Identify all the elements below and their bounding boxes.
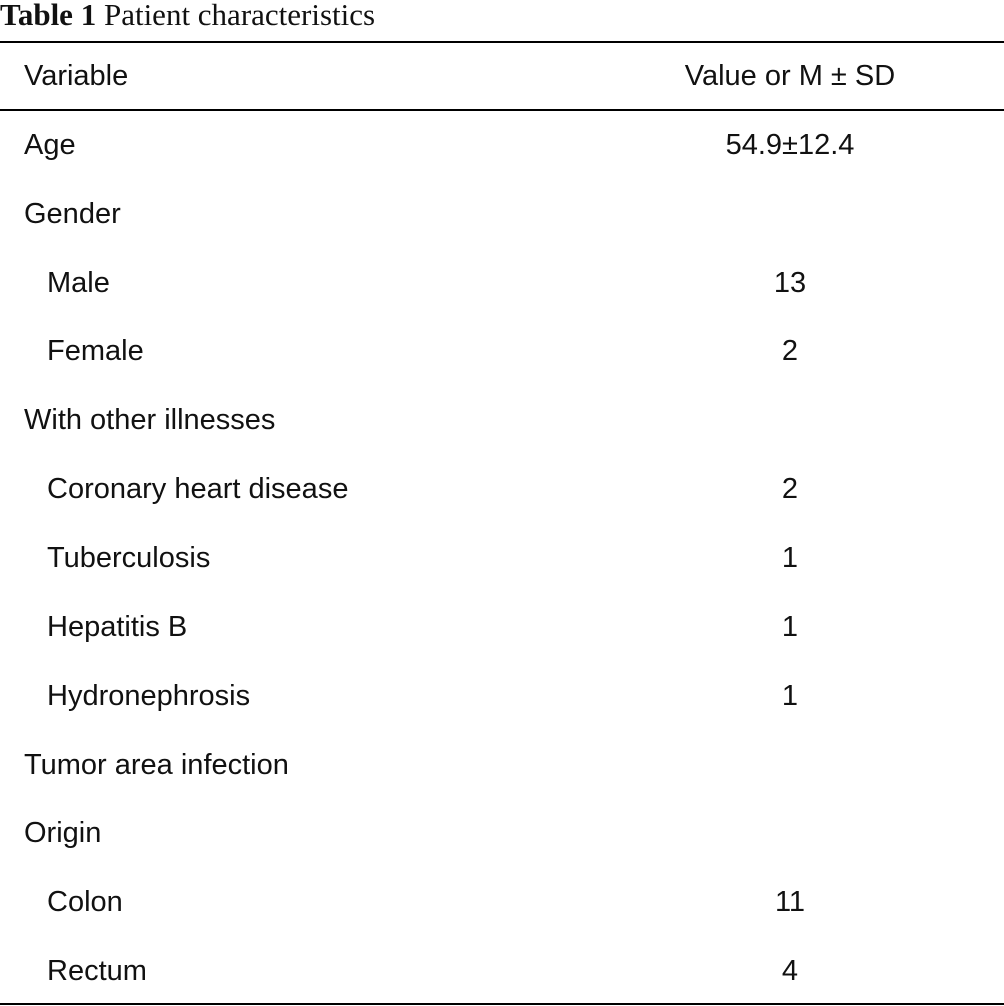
row-value: 2 [781, 335, 799, 368]
header-value: Value or M ± SD [684, 59, 896, 92]
row-variable: Tumor area infection [24, 748, 289, 781]
row-value: 13 [773, 266, 807, 299]
table-row [0, 111, 1004, 180]
row-value [640, 731, 940, 800]
table-row [0, 318, 1004, 387]
row-value: 1 [781, 541, 799, 574]
table-row [0, 731, 1004, 800]
row-value: 1 [781, 610, 799, 643]
table-caption-label: Table 1 [0, 0, 97, 32]
table-row [0, 662, 1004, 731]
row-value: 4 [781, 955, 799, 988]
row-value [640, 799, 940, 868]
row-variable: Gender [24, 197, 121, 230]
row-variable: Male [47, 266, 110, 299]
patient-characteristics-table [0, 43, 1004, 988]
header-variable: Variable [24, 59, 129, 92]
row-value: 2 [781, 473, 799, 506]
row-variable: Hepatitis B [47, 610, 188, 643]
row-variable: Hydronephrosis [47, 679, 251, 712]
row-variable: Rectum [47, 955, 147, 988]
row-variable: Colon [47, 886, 123, 919]
table-row [0, 868, 1004, 937]
table-row [0, 249, 1004, 318]
table-header-row [0, 43, 1004, 109]
table-caption [0, 0, 375, 40]
table-row [0, 386, 1004, 455]
row-variable: Origin [24, 817, 102, 850]
row-value [640, 386, 940, 455]
table-row [0, 593, 1004, 662]
table-row [0, 937, 1004, 1006]
row-variable: Female [47, 335, 144, 368]
row-value: 1 [781, 679, 799, 712]
row-value: 11 [774, 886, 806, 919]
table-row [0, 799, 1004, 868]
row-variable: Age [24, 128, 76, 161]
table-body [0, 111, 1004, 1006]
table-row [0, 455, 1004, 524]
row-value: 54.9±12.4 [725, 128, 855, 161]
table-caption-text: Patient characteristics [103, 0, 376, 32]
row-variable: Tuberculosis [47, 541, 211, 574]
row-variable: With other illnesses [24, 404, 276, 437]
table-row [0, 180, 1004, 249]
row-value [640, 180, 940, 249]
table-row [0, 524, 1004, 593]
row-variable: Coronary heart disease [47, 473, 349, 506]
